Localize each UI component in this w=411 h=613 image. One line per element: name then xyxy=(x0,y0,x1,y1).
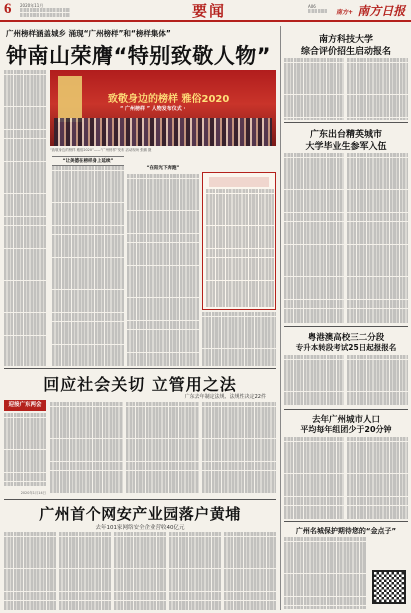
mid-headline: 回应社会关切 立管用之法 xyxy=(43,375,237,394)
masthead-rule xyxy=(0,20,411,22)
stage-people xyxy=(54,118,272,146)
honor-list-box xyxy=(202,172,276,310)
qr-code xyxy=(372,570,406,604)
right-h2a: 广东出台精英城市 xyxy=(309,130,382,140)
masthead xyxy=(0,0,411,22)
date-small: 2020年11月 xyxy=(20,3,44,8)
top-headline: 钟南山荣膺“特别致敬人物” xyxy=(6,44,272,68)
left-box-label: 迎接广东两会 xyxy=(4,400,46,411)
page-small: A06 xyxy=(308,4,316,9)
right-h5: 广州名城保护期待您的“金点子” xyxy=(295,527,397,535)
top-left-column xyxy=(4,70,46,366)
right-h3b: 专升本转段考试25日起报报名 xyxy=(295,343,397,352)
banner-line1: 致敬身边的榜样 雅俗2020 xyxy=(108,94,230,105)
paper-name: 南方日报 xyxy=(357,4,406,18)
photo-caption: “致敬身边的榜样 雅俗2020”——“广州榜样”发布 活动现场 张鹏 摄 xyxy=(50,148,152,152)
quote-box-2: “在阳光下奔跑” xyxy=(146,166,180,171)
right-h1b: 综合评价招生启动报名 xyxy=(300,47,391,57)
banner-line2: “ 广州榜样 ” 人物发布仪式 · xyxy=(120,106,186,112)
right-h4b: 平均每年组团少于20分钟 xyxy=(300,425,392,434)
page-number: 6 xyxy=(4,1,12,17)
right-h1a: 南方科技大学 xyxy=(318,35,373,45)
right-h3a: 粤港澳高校三二分段 xyxy=(307,333,385,343)
right-h2b: 大学毕业生参军入伍 xyxy=(305,142,387,152)
section-title: 要闻 xyxy=(192,2,227,20)
bottom-headline: 广州首个网安产业园落户黄埔 xyxy=(39,505,241,523)
mid-subheadline: 广东去年制定法规、法规性决定22件 xyxy=(184,394,266,400)
quote-box-1: “让美德在榜样身上延续” xyxy=(52,156,124,166)
right-h4a: 去年广州城市人口 xyxy=(311,415,380,425)
right-divider xyxy=(280,26,281,610)
bottom-subheadline: 去年101家网络安全企业营收40亿元 xyxy=(95,525,185,531)
sub-logo: 南方+ xyxy=(336,9,354,16)
event-photo xyxy=(50,70,276,146)
top-kicker: 广州榜样涵盖城乡 涌现“广州榜样”和“榜样集体” xyxy=(6,29,171,38)
left-sign-date: 2020年1月14日 xyxy=(20,491,46,495)
paper-logo xyxy=(336,2,408,18)
